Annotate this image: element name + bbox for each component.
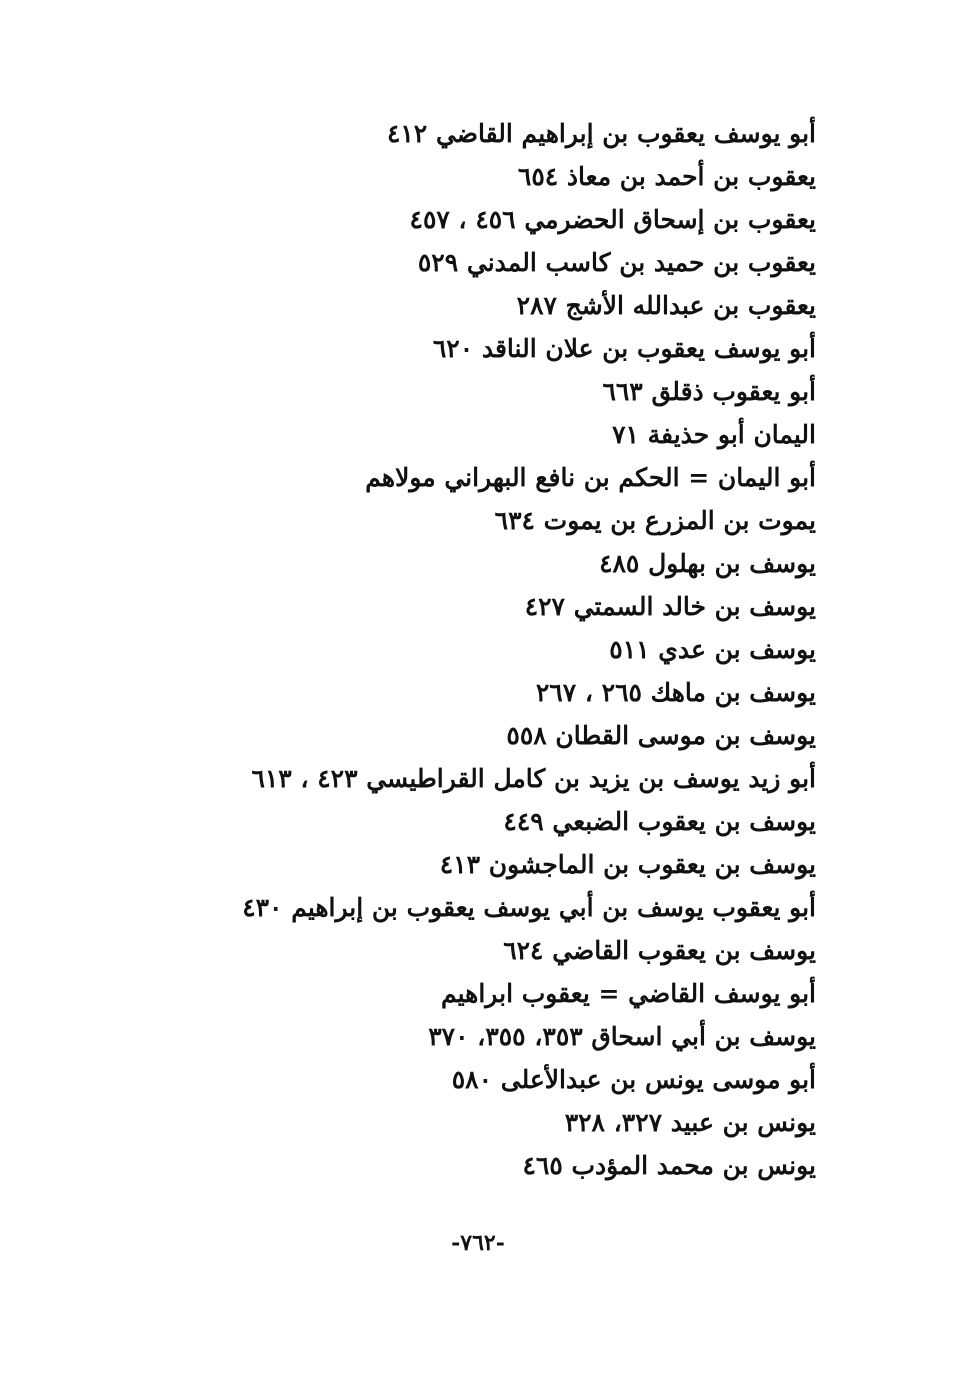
index-entry: يعقوب بن عبدالله الأشج ٢٨٧	[516, 291, 816, 320]
page-number: -٧٦٢-	[451, 1230, 505, 1256]
index-entry: أبو يعقوب ذقلق ٦٦٣	[602, 377, 816, 406]
index-entry: يوسف بن أبي اسحاق ٣٥٣، ٣٥٥، ٣٧٠	[428, 1022, 816, 1051]
index-entry: يوسف بن ماهك ٢٦٥ ، ٢٦٧	[535, 678, 816, 707]
index-entry: يوسف بن يعقوب الضبعي ٤٤٩	[503, 807, 816, 836]
index-entries-list	[242, 112, 816, 1187]
index-entry: يوسف بن يعقوب بن الماجشون ٤١٣	[439, 850, 816, 879]
index-entry: أبو اليمان = الحكم بن نافع البهراني مولاهم	[365, 463, 816, 492]
index-entry: اليمان أبو حذيفة ٧١	[612, 420, 816, 449]
index-entry: أبو يوسف يعقوب بن علان الناقد ٦٢٠	[432, 334, 816, 363]
index-entry: يموت بن المزرع بن يموت ٦٣٤	[494, 506, 816, 535]
index-entry: أبو يعقوب يوسف بن أبي يوسف يعقوب بن إبراهيم ٤٣٠	[242, 893, 816, 922]
index-entry: يوسف بن يعقوب القاضي ٦٢٤	[503, 936, 816, 965]
index-entry: يونس بن عبيد ٣٢٧، ٣٢٨	[564, 1108, 816, 1137]
index-entry: يوسف بن عدي ٥١١	[609, 635, 816, 664]
index-entry: أبو يوسف يعقوب بن إبراهيم القاضي ٤١٢	[386, 119, 816, 148]
index-entry: يعقوب بن حميد بن كاسب المدني ٥٢٩	[417, 248, 816, 277]
index-entry: أبو موسى يونس بن عبدالأعلى ٥٨٠	[451, 1065, 816, 1094]
index-entry: يوسف بن خالد السمتي ٤٢٧	[524, 592, 816, 621]
index-entry: يعقوب بن إسحاق الحضرمي ٤٥٦ ، ٤٥٧	[409, 205, 816, 234]
index-entry: يونس بن محمد المؤدب ٤٦٥	[522, 1151, 816, 1180]
index-entry: أبو زيد يوسف بن يزيد بن كامل القراطيسي ٤٢٣ ، ٦١٣	[251, 764, 816, 793]
index-entry: يوسف بن موسى القطان ٥٥٨	[506, 721, 816, 750]
index-entry: يوسف بن بهلول ٤٨٥	[599, 549, 816, 578]
index-entry: يعقوب بن أحمد بن معاذ ٦٥٤	[517, 162, 816, 191]
index-entry: أبو يوسف القاضي = يعقوب ابراهيم	[441, 979, 816, 1008]
